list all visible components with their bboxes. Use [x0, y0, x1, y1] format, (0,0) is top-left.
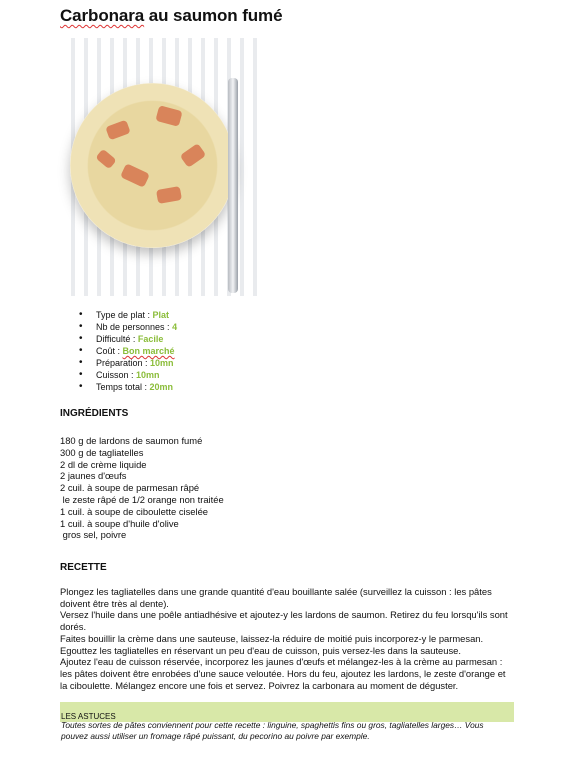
ingredient-item: 180 g de lardons de saumon fumé [60, 435, 203, 446]
info-item-cook: • Cuisson : 10mn [96, 369, 177, 381]
dish-photo [62, 38, 264, 296]
recipe-title-carbonara: Carbonara [60, 6, 145, 25]
info-item-prep: • Préparation : 10mn [96, 357, 177, 369]
info-item-type: • Type de plat : Plat [96, 309, 177, 321]
ingredient-item: gros sel, poivre [60, 529, 127, 541]
info-item-cost: • Coût : Bon marché [96, 345, 177, 357]
recipe-step: Versez l'huile dans une poêle antiadhésive et ajoutez-y les lardons de saumon. Retirez du feu lorsqu'ils sont dorés. [60, 609, 508, 633]
fork [228, 78, 238, 293]
ingredients-heading: INGRÉDIENTS [60, 408, 129, 419]
info-item-difficulty: • Difficulté : Facile [96, 333, 177, 345]
tips-heading: LES ASTUCES [61, 712, 116, 721]
recipe-info-list [0, 309, 178, 393]
ingredient-item: 1 cuil. à soupe d'huile d'olive [60, 517, 179, 529]
ingredient-item: 2 cuil. à soupe de parmesan râpé [60, 482, 200, 494]
recipe-step: Faites bouillir la crème dans une sauteuse, laissez-la réduire de moitié puis incorporez-y le parmesan. [60, 632, 484, 644]
recipe-title-rest: au saumon fumé [144, 6, 283, 25]
tips-text: Toutes sortes de pâtes conviennent pour cette recette : linguine, spaghettis fins ou gros, tagliatelles larges… Vous pouvez aussi utiliser un fromage râpé puissant, du pecorino au poivre par exemple. [61, 720, 484, 741]
recipe-step: Ajoutez l'eau de cuisson réservée, incorporez les jaunes d'œufs et mélangez-les à la crème au parmesan : les pâtes doivent être enrobées d'une sauce veloutée. Hors du feu, ajoutez les lardons, le zeste d'orange et la ciboulette. Mélangez encore une fois et servez. Poivrez la carbonara au moment de déguster. [60, 656, 506, 691]
ingredient-item: 300 g de tagliatelles [60, 446, 144, 458]
ingredient-item: 2 dl de crème liquide [60, 458, 147, 470]
recipe-step: Plongez les tagliatelles dans une grande quantité d'eau bouillante salée (surveillez la cuisson : les pâtes doivent être très al dente). [60, 586, 492, 609]
recipe-steps [60, 586, 515, 691]
recipe-step: Egouttez les tagliatelles en réservant un peu d'eau de cuisson, puis versez-les dans la sauteuse. [60, 644, 461, 656]
ingredient-item: le zeste râpé de 1/2 orange non traitée [60, 493, 224, 505]
info-item-total: • Temps total : 20mn [96, 381, 177, 393]
recipe-title [60, 6, 282, 26]
ingredient-item: 1 cuil. à soupe de ciboulette ciselée [60, 505, 209, 517]
ingredient-item: 2 jaunes d'œufs [60, 470, 127, 482]
ingredients-list [60, 435, 224, 541]
tips-highlight [60, 702, 514, 722]
recette-heading: RECETTE [60, 562, 107, 573]
pasta-bowl [70, 83, 235, 248]
info-item-persons: • Nb de personnes : 4 [96, 321, 177, 333]
